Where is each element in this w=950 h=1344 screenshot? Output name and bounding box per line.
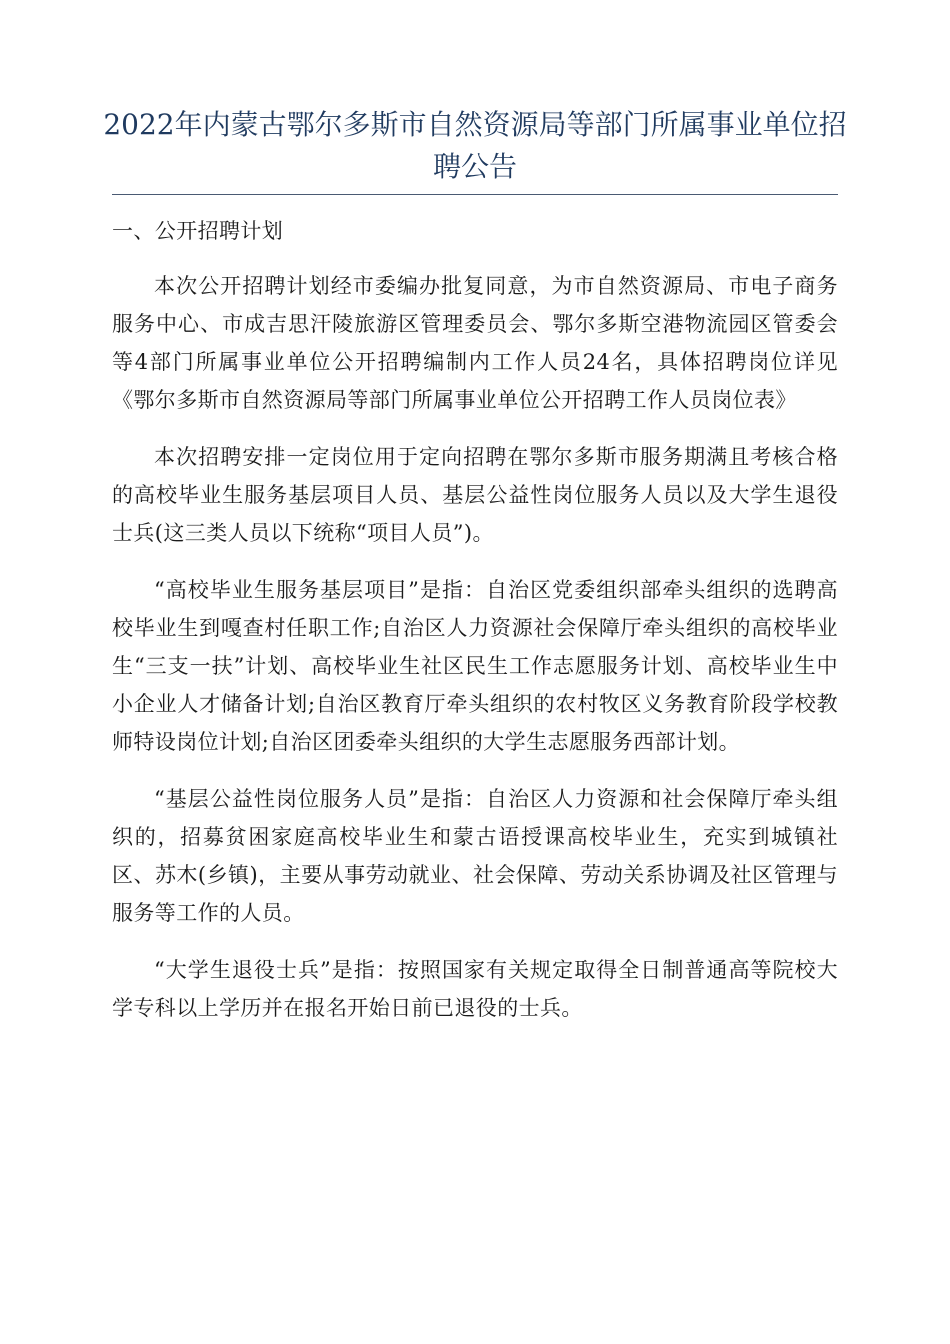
document-body	[112, 212, 838, 1046]
document-title: 2022年内蒙古鄂尔多斯市自然资源局等部门所属事业单位招聘公告	[103, 108, 847, 183]
paragraph-grassroots-projects-definition: “高校毕业生服务基层项目”是指：自治区党委组织部牵头组织的选聘高校毕业生到嘎查村任职工作;自治区人力资源社会保障厅牵头组织的高校毕业生“三支一扶”计划、高校毕业生社区民生工作志愿服务计划、高校毕业生中小企业人才储备计划;自治区教育厅牵头组织的农村牧区义务教育阶段学校教师特设岗位计划;自治区团委牵头组织的大学生志愿服务西部计划。	[112, 578, 838, 754]
paragraph-public-welfare-definition: “基层公益性岗位服务人员”是指：自治区人力资源和社会保障厅牵头组织的，招募贫困家庭高校毕业生和蒙古语授课高校毕业生，充实到城镇社区、苏木(乡镇)，主要从事劳动就业、社会保障、劳动关系协调及社区管理与服务等工作的人员。	[112, 787, 838, 925]
paragraph-veterans-definition: “大学生退役士兵”是指：按照国家有关规定取得全日制普通高等院校大学专科以上学历并在报名开始日前已退役的士兵。	[112, 958, 838, 1020]
section-heading: 一、公开招聘计划	[112, 219, 284, 243]
paragraph-recruitment-plan: 本次公开招聘计划经市委编办批复同意，为市自然资源局、市电子商务服务中心、市成吉思汗陵旅游区管理委员会、鄂尔多斯空港物流园区管委会等4部门所属事业单位公开招聘编制内工作人员24名，具体招聘岗位详见《鄂尔多斯市自然资源局等部门所属事业单位公开招聘工作人员岗位表》	[112, 274, 838, 412]
title-divider	[112, 194, 838, 195]
paragraph-targeted-positions: 本次招聘安排一定岗位用于定向招聘在鄂尔多斯市服务期满且考核合格的高校毕业生服务基层项目人员、基层公益性岗位服务人员以及大学生退役士兵(这三类人员以下统称“项目人员”)。	[112, 445, 838, 545]
